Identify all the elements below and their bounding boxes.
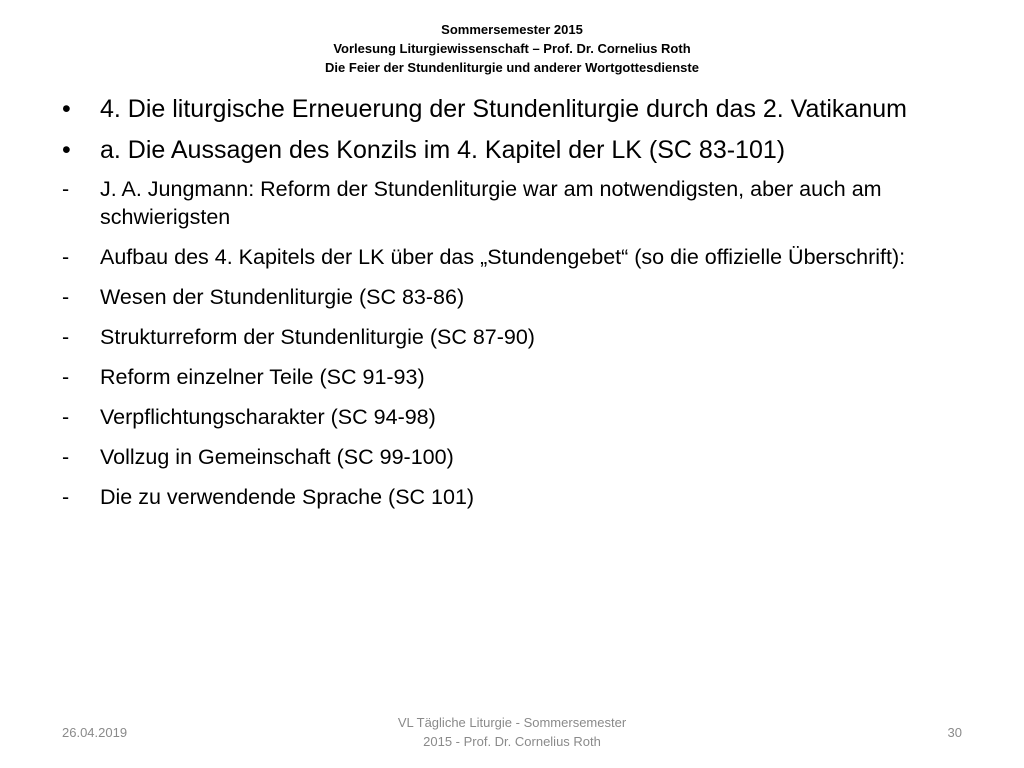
slide-content (62, 93, 962, 523)
bullet-marker: • (62, 136, 71, 164)
header-topic: Die Feier der Stundenliturgie und anderer Wortgottesdienste (325, 60, 699, 75)
dash-text: Strukturreform der Stundenliturgie (SC 87-90) (100, 325, 535, 349)
dash-marker: - (62, 325, 70, 349)
dash-item (62, 483, 962, 511)
dash-text: Verpflichtungscharakter (SC 94-98) (100, 405, 436, 429)
dash-marker: - (62, 365, 70, 389)
page-number: 30 (947, 725, 962, 740)
dash-text: Wesen der Stundenliturgie (SC 83-86) (100, 285, 465, 309)
bullet-marker: • (62, 95, 71, 123)
dash-text: Reform einzelner Teile (SC 91-93) (100, 365, 425, 389)
footer-title (362, 713, 662, 751)
dash-text: Die zu verwendende Sprache (SC 101) (100, 485, 475, 509)
dash-item (62, 243, 962, 271)
dash-item (62, 443, 962, 471)
bullet-text: a. Die Aussagen des Konzils im 4. Kapitel der LK (SC 83-101) (100, 136, 786, 164)
dash-marker: - (62, 245, 70, 269)
dash-marker: - (62, 285, 70, 309)
dash-marker: - (62, 445, 70, 469)
footer-title-line1: VL Tägliche Liturgie - Sommersemester (397, 715, 627, 730)
dash-item (62, 403, 962, 431)
dash-item (62, 363, 962, 391)
bullet-item (62, 93, 962, 125)
bullet-item (62, 134, 962, 166)
dash-marker: - (62, 405, 70, 429)
header-semester: Sommersemester 2015 (441, 22, 583, 37)
dash-item (62, 323, 962, 351)
dash-item (62, 283, 962, 311)
dash-marker: - (62, 485, 70, 509)
dash-item (62, 175, 962, 231)
dash-text: J. A. Jungmann: Reform der Stundenliturgie war am notwendigsten, aber auch am schwierigsten (100, 177, 882, 229)
dash-text: Vollzug in Gemeinschaft (SC 99-100) (100, 445, 454, 469)
header-lecture: Vorlesung Liturgiewissenschaft – Prof. Dr. Cornelius Roth (333, 41, 691, 56)
dash-marker: - (62, 177, 70, 201)
slide-header (0, 20, 1024, 77)
dash-text: Aufbau des 4. Kapitels der LK über das „Stundengebet“ (so die offizielle Überschrift): (100, 245, 906, 269)
bullet-text: 4. Die liturgische Erneuerung der Stundenliturgie durch das 2. Vatikanum (100, 95, 907, 123)
footer-title-line2: 2015 - Prof. Dr. Cornelius Roth (423, 734, 601, 749)
footer-date: 26.04.2019 (62, 725, 128, 740)
